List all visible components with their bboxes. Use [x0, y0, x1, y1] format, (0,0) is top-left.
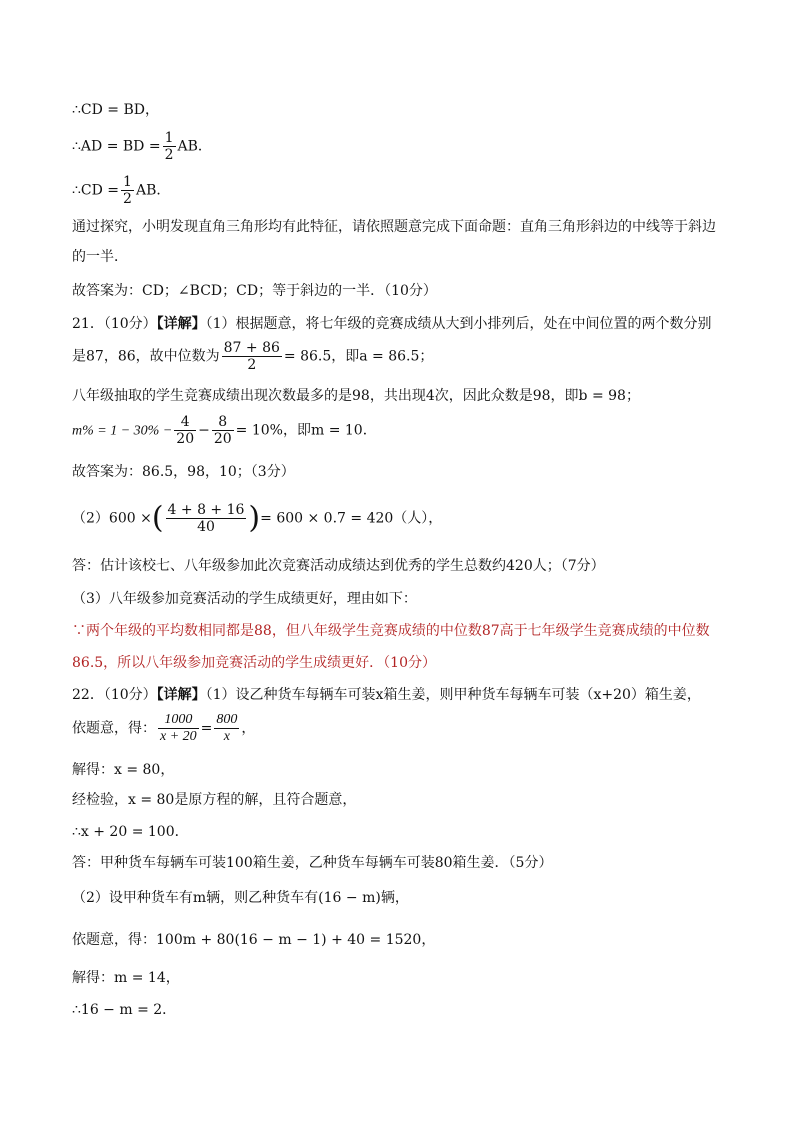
- detail-label: 【详解】: [156, 316, 206, 332]
- fraction-half: [121, 174, 134, 207]
- denominator: 20: [213, 431, 232, 447]
- question-22-header: [72, 685, 701, 705]
- expr-suffix: AB．: [135, 182, 171, 199]
- numerator: 1: [164, 130, 174, 146]
- expr-prefix: ∴AD = BD =: [72, 138, 161, 155]
- result-line: ∴x + 20 = 100．: [72, 824, 189, 840]
- answer-line-22-1: 答：甲种货车每辆车可装100箱生姜，乙种货车每辆车可装80箱生姜．（5分）: [72, 855, 553, 871]
- left-paren: (: [151, 500, 164, 536]
- denominator: 20: [176, 431, 195, 447]
- expr-suffix: = 600 × 0.7 = 420（人），: [260, 510, 443, 527]
- expr-prefix: m% = 1 − 30% −: [72, 423, 173, 439]
- answer-line-21-2: 答：估计该校七、八年级参加此次竞赛活动成绩达到优秀的学生总数约420人；（7分）: [72, 558, 605, 574]
- reason-line: ∵两个年级的平均数相同都是88，但八年级学生竞赛成绩的中位数87高于七年级学生竞赛成绩的中位数: [72, 623, 710, 639]
- question-21-header: [72, 314, 712, 334]
- solve-line: 解得：x = 80，: [72, 762, 175, 778]
- denominator: x: [223, 729, 231, 744]
- expr-prefix: 是87，86，故中位数为: [72, 348, 220, 365]
- equals-sign: =: [200, 720, 213, 737]
- denominator: 2: [123, 191, 132, 207]
- numerator: 1: [123, 174, 132, 190]
- estimate-line: [72, 502, 442, 535]
- reason-line-cont: 86.5，所以八年级参加竞赛活动的学生成绩更好．（10分）: [72, 655, 436, 671]
- answer-line-21-1: 故答案为：86.5，98，10；（3分）: [72, 464, 295, 480]
- paragraph-conclusion-cont: 的一半．: [72, 249, 128, 265]
- fraction-excellent-ratio: [166, 502, 247, 535]
- line-ad-eq-bd: [72, 130, 212, 163]
- expr-suffix: = 86.5，即a = 86.5；: [283, 348, 434, 365]
- denominator: 2: [164, 147, 174, 163]
- numerator: 1000: [158, 712, 199, 729]
- fraction-1000: [158, 712, 199, 745]
- fraction-800: [214, 712, 239, 745]
- part-2-setup: （2）设甲种货车有m辆，则乙种货车有(16 − m)辆，: [72, 890, 409, 906]
- denominator: x + 20: [160, 729, 197, 744]
- line-cd-eq-half-ab: [72, 174, 170, 207]
- part-2-result: ∴16 − m = 2．: [72, 1002, 177, 1018]
- fraction-half: [163, 130, 176, 163]
- minus-sign: −: [198, 422, 210, 439]
- question-text: （1）根据题意，将七年级的竞赛成绩从大到小排列后，处在中间位置的两个数分别: [205, 316, 712, 332]
- fraction-four-twentieths: [174, 414, 196, 447]
- mode-line: 八年级抽取的学生竞赛成绩出现次数最多的是98，共出现4次，因此众数是98，即b = 98；: [72, 388, 640, 404]
- numerator: 8: [212, 414, 234, 431]
- expr-prefix: ∴CD =: [72, 182, 120, 199]
- numerator: 4: [174, 414, 196, 431]
- part-2-equation: 依题意，得：100m + 80(16 − m − 1) + 40 = 1520，: [72, 932, 436, 948]
- part-3-header: （3）八年级参加竞赛活动的学生成绩更好，理由如下：: [72, 591, 417, 607]
- question-number: 22．（10分）: [72, 687, 157, 703]
- numerator: 4 + 8 + 16: [167, 502, 245, 518]
- right-paren: ): [248, 500, 261, 536]
- question-text: （1）设乙种货车每辆车可装x箱生姜，则甲种货车每辆车可装（x+20）箱生姜，: [205, 687, 701, 703]
- answer-line-20: 故答案为：CD；∠BCD；CD；等于斜边的一半．（10分）: [72, 283, 437, 299]
- part-2-solve: 解得：m = 14，: [72, 970, 180, 986]
- numerator: 800: [216, 712, 238, 727]
- expr-prefix: 依题意，得：: [72, 720, 156, 737]
- paragraph-conclusion: 通过探究，小明发现直角三角形均有此特征，请依照题意完成下面命题：直角三角形斜边的中线等于斜边: [72, 219, 716, 235]
- fraction-median: [222, 340, 282, 373]
- median-line: [72, 340, 433, 373]
- expr-suffix: AB．: [177, 138, 212, 155]
- denominator: 2: [247, 357, 257, 373]
- expr-suffix: ，: [241, 720, 256, 737]
- equation-line: [72, 712, 255, 745]
- check-line: 经检验，x = 80是原方程的解，且符合题意，: [72, 792, 357, 808]
- expr-prefix: （2）600 ×: [72, 510, 152, 527]
- denominator: 40: [197, 519, 215, 535]
- percent-line: [72, 414, 377, 447]
- line-cd-eq-bd: ∴CD = BD，: [72, 102, 159, 118]
- question-number: 21．（10分）: [72, 316, 157, 332]
- numerator: 87 + 86: [223, 340, 280, 356]
- expr-suffix: = 10%，即m = 10．: [235, 422, 377, 439]
- detail-label: 【详解】: [156, 687, 206, 703]
- fraction-eight-twentieths: [212, 414, 234, 447]
